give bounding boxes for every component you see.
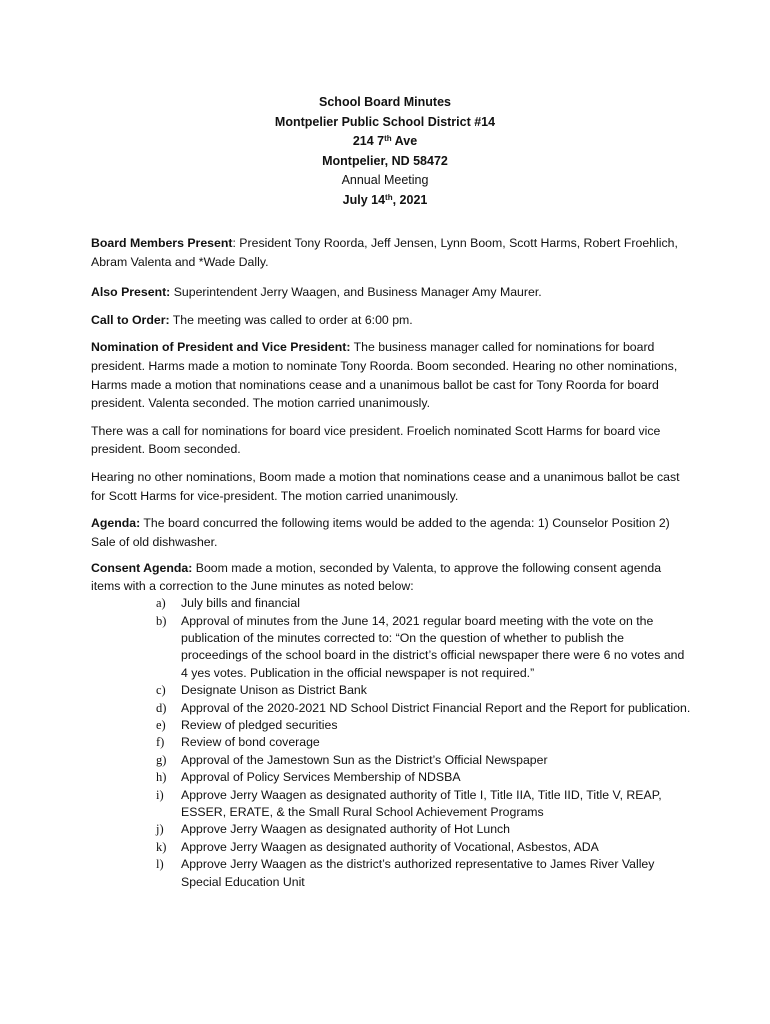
- list-item: h) Approval of Policy Services Membership of NDSBA: [156, 770, 461, 785]
- consent-items-list: [91, 595, 691, 891]
- list-item: j) Approve Jerry Waagen as designated authority of Hot Lunch: [156, 822, 511, 837]
- document-header: [0, 93, 770, 211]
- header-title: School Board Minutes: [319, 95, 451, 109]
- agenda-paragraph: Agenda: The board concurred the following items would be added to the agenda: 1) Counselor Position 2) Sale of old dishwasher.: [91, 516, 670, 549]
- nomination-paragraph: Nomination of President and Vice President: The business manager called for nominations for board president. Harms made a motion to nominate Tony Roorda. Boom seconded. Hearing no other nominations, Harms made a motion that nominations cease and a unanimous ballot be cast for Tony Roorda for board president. Valenta seconded. The motion carried unanimously.: [91, 340, 678, 411]
- list-item: d) Approval of the 2020-2021 ND School District Financial Report and the Report for publication.: [156, 700, 691, 715]
- header-city: Montpelier, ND 58472: [322, 153, 448, 168]
- consent-agenda-paragraph: Consent Agenda: Boom made a motion, seconded by Valenta, to approve the following consent agenda items with a correction to the June minutes as noted below:: [91, 561, 662, 593]
- list-item: f) Review of bond coverage: [156, 735, 320, 750]
- header-street: 214 7th Ave: [352, 134, 418, 149]
- list-item: b) Approval of minutes from the June 14, 2021 regular board meeting with the vote on the publication of the minutes corrected to: “On the question of whether to publish the proceedings of the school board in the district’s official newspaper there were 6 no votes and 4 yes votes. Publication in the official newspaper is not required.”: [156, 613, 685, 680]
- list-item: a) July bills and financial: [156, 596, 300, 611]
- list-item: e) Review of pledged securities: [156, 717, 338, 732]
- board-members-present: Board Members Present: President Tony Roorda, Jeff Jensen, Lynn Boom, Scott Harms, Robert Froehlich, Abram Valenta and *Wade Dally.: [91, 236, 678, 269]
- list-item: k) Approve Jerry Waagen as designated authority of Vocational, Asbestos, ADA: [156, 839, 599, 854]
- list-item: l) Approve Jerry Waagen as the district’s authorized representative to James River Valley Special Education Unit: [156, 857, 655, 889]
- header-district: Montpelier Public School District #14: [274, 114, 496, 129]
- also-present: Also Present: Superintendent Jerry Waagen, and Business Manager Amy Maurer.: [91, 285, 542, 300]
- vice-president-paragraph: There was a call for nominations for board vice president. Froelich nominated Scott Harms for board vice president. Boom seconded.: [91, 423, 661, 457]
- document-body: [91, 234, 691, 891]
- header-meeting-type: Annual Meeting: [341, 173, 429, 188]
- call-to-order: Call to Order: The meeting was called to order at 6:00 pm.: [91, 312, 413, 327]
- list-item: i) Approve Jerry Waagen as designated authority of Title I, Title IIA, Title IID, Title V, REAP, ESSER, ERATE, & the Small Rural School Achievement Programs: [156, 787, 662, 819]
- list-item: c) Designate Unison as District Bank: [156, 683, 367, 698]
- header-date: July 14th, 2021: [342, 192, 428, 207]
- hearing-paragraph: Hearing no other nominations, Boom made a motion that nominations cease and a unanimous ballot be cast for Scott Harms for vice-president. The motion carried unanimously.: [91, 469, 680, 503]
- list-item: g) Approval of the Jamestown Sun as the District’s Official Newspaper: [156, 752, 548, 767]
